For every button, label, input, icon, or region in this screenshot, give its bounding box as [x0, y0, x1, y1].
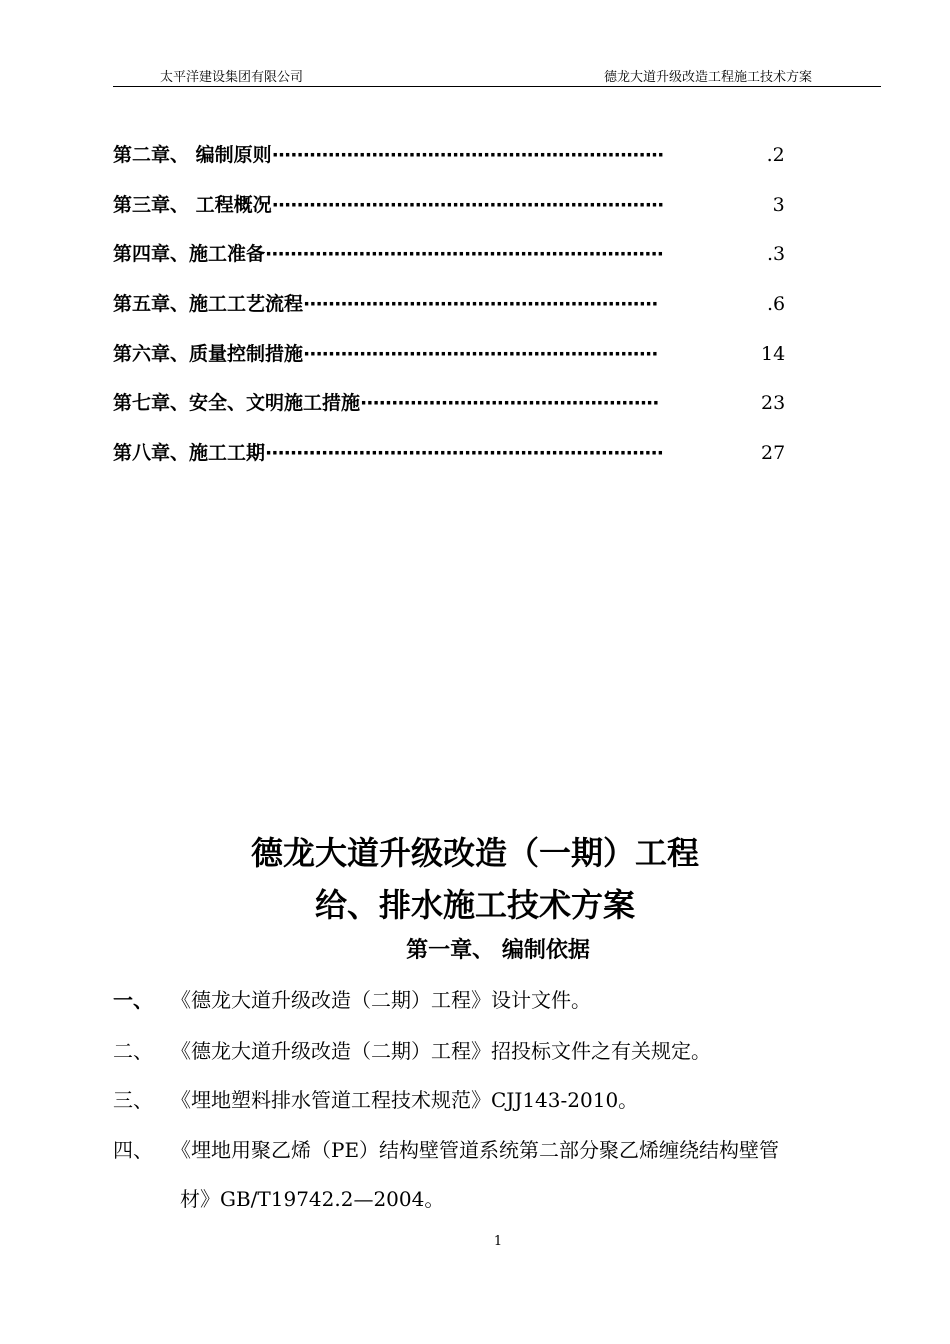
toc-page-number: 14: [761, 343, 786, 365]
list-item-number: 二、: [113, 1039, 153, 1063]
toc-page-number: 3: [772, 194, 785, 216]
toc-entry[interactable]: [113, 339, 785, 367]
list-item: [113, 984, 591, 1013]
toc-entry-title: 第五章、施工工艺流程: [113, 293, 304, 315]
toc-page-number: .6: [767, 293, 786, 315]
toc-page-number: 23: [761, 392, 786, 414]
toc-leader: ································································: [265, 442, 663, 464]
list-item-number: 三、: [113, 1088, 153, 1112]
list-item: [113, 1084, 638, 1113]
toc-leader: ·······························································: [271, 144, 664, 166]
toc-entry[interactable]: [113, 140, 785, 168]
header-rule: [113, 86, 881, 87]
document-title-line-1: 德龙大道升级改造（一期）工程: [250, 834, 699, 872]
toc-entry-title: 第二章、 编制原则: [113, 144, 272, 166]
header-document-title: 德龙大道升级改造工程施工技术方案: [604, 70, 813, 85]
list-item-number: 四、: [113, 1138, 153, 1162]
toc-entry[interactable]: [113, 190, 785, 218]
toc-leader: ································································: [265, 243, 663, 265]
list-item: [113, 1035, 711, 1064]
toc-entry-title: 第三章、 工程概况: [113, 194, 272, 216]
toc-entry-title: 第六章、质量控制措施: [113, 343, 304, 365]
toc-entry[interactable]: [113, 438, 785, 466]
list-item-text: 《埋地用聚乙烯（PE）结构壁管道系统第二部分聚乙烯缠绕结构壁管: [171, 1138, 780, 1162]
toc-leader: ·························································: [303, 343, 658, 365]
list-item-text: 《埋地塑料排水管道工程技术规范》CJJ143-2010。: [171, 1088, 639, 1112]
chapter-heading: 第一章、 编制依据: [406, 938, 590, 963]
toc-entry-title: 第七章、安全、文明施工措施: [113, 392, 361, 414]
toc-entry[interactable]: [113, 388, 785, 416]
toc-page-number: .2: [766, 144, 785, 166]
list-item: [113, 1134, 779, 1163]
toc-leader: ·························································: [303, 293, 658, 315]
toc-entry[interactable]: [113, 289, 785, 317]
toc-leader: ·······························································: [271, 194, 664, 216]
header-company: 太平洋建设集团有限公司: [160, 70, 304, 85]
document-title-line-2: 给、排水施工技术方案: [314, 886, 635, 924]
list-item-continuation: 材》GB/T19742.2—2004。: [180, 1187, 445, 1211]
list-item-text: 《德龙大道升级改造（二期）工程》设计文件。: [171, 988, 591, 1012]
toc-page-number: .3: [767, 243, 786, 265]
toc-entry-title: 第四章、施工准备: [113, 243, 266, 265]
toc-page-number: 27: [761, 442, 786, 464]
list-item-text: 《德龙大道升级改造（二期）工程》招投标文件之有关规定。: [171, 1039, 711, 1063]
toc-entry[interactable]: [113, 239, 785, 267]
toc-entry-title: 第八章、施工工期: [113, 442, 266, 464]
list-item-number: 一、: [113, 988, 153, 1012]
toc-leader: ················································: [360, 392, 659, 414]
page-number: 1: [493, 1234, 503, 1249]
